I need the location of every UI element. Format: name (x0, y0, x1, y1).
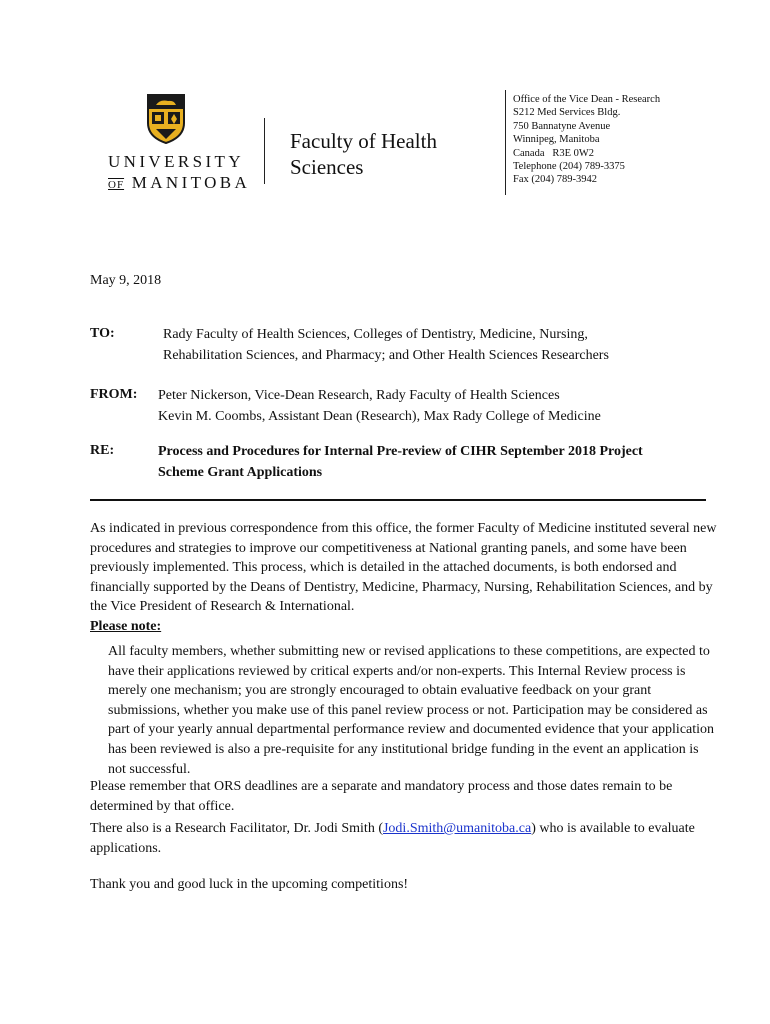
from-label: FROM: (90, 387, 138, 402)
re-subject (158, 441, 643, 483)
university-wordmark-line2 (108, 173, 250, 193)
to-line: Rady Faculty of Health Sciences, Colleges of Dentistry, Medicine, Nursing, (163, 327, 588, 342)
facilitator-paragraph (90, 819, 720, 858)
to-recipients (163, 324, 609, 366)
facilitator-email-link[interactable]: Jodi.Smith@umanitoba.ca (382, 821, 532, 836)
faculty-name-line1: Faculty of Health (290, 129, 437, 153)
from-senders (158, 385, 601, 427)
header-rule (90, 499, 706, 501)
re-line: Process and Procedures for Internal Pre-review of CIHR September 2018 Project (158, 444, 643, 459)
re-line: Scheme Grant Applications (158, 465, 323, 480)
please-note-colon: : (156, 619, 162, 634)
closing-line: Thank you and good luck in the upcoming competitions! (90, 877, 409, 892)
from-line: Peter Nickerson, Vice-Dean Research, Rady Faculty of Health Sciences (158, 388, 560, 403)
university-manitoba: MANITOBA (131, 173, 251, 192)
university-of: OF (108, 179, 125, 191)
letterhead-divider (264, 118, 265, 184)
re-label: RE: (90, 443, 115, 458)
office-address (513, 93, 660, 187)
please-note-heading (90, 619, 161, 635)
address-line: Canada R3E 0W2 (513, 147, 595, 159)
address-line: Winnipeg, Manitoba (513, 134, 600, 146)
faculty-name (290, 128, 490, 180)
address-divider (505, 90, 506, 195)
to-label: TO: (90, 326, 115, 341)
facilitator-text-end: ) who is available to evaluate applications. (90, 821, 695, 856)
to-line: Rehabilitation Sciences, and Pharmacy; and Other Health Sciences Researchers (163, 348, 609, 363)
from-line: Kevin M. Coombs, Assistant Dean (Research), Max Rady College of Medicine (158, 409, 601, 424)
address-line: 750 Bannatyne Avenue (513, 120, 611, 132)
please-note-text: Please note (90, 619, 157, 634)
address-line: Office of the Vice Dean - Research (513, 94, 661, 105)
ors-paragraph: Please remember that ORS deadlines are a separate and mandatory process and those dates remain to be determined by that office. (90, 779, 673, 814)
facilitator-text: There also is a Research Facilitator, Dr. Jodi Smith ( (90, 821, 383, 836)
university-wordmark-line1: UNIVERSITY (108, 152, 244, 171)
note-paragraph: All faculty members, whether submitting new or revised applications to these competitions, are expected to have their applications reviewed by critical experts and/or non-experts. This Internal Review process is merely one mechanism; you are strongly encouraged to obtain evaluative feedback on your grant submissions, whether you make use of this panel review process or not. Participation may be considered as part of your yearly annual departmental performance review and documented evidence that your application has been reviewed is also a pre-requisite for any institutional bridge funding in the event an application is not successful. (108, 644, 715, 777)
fax: Fax (204) 789-3942 (513, 174, 597, 186)
faculty-name-line2: Sciences (290, 155, 364, 179)
memo-date: May 9, 2018 (90, 273, 162, 288)
intro-paragraph: As indicated in previous correspondence from this office, the former Faculty of Medicine instituted several new procedures and strategies to improve our competitiveness at National granting panels, and some have been previously implemented. This process, which is detailed in the attached documents, is both endorsed and financially supported by the Deans of Dentistry, Medicine, Pharmacy, Nursing, Rehabilitation Sciences, and by the Vice President of Research & International. (90, 521, 717, 615)
telephone: Telephone (204) 789-3375 (513, 161, 625, 173)
address-line: S212 Med Services Bldg. (513, 107, 621, 119)
university-crest-icon (146, 93, 186, 145)
